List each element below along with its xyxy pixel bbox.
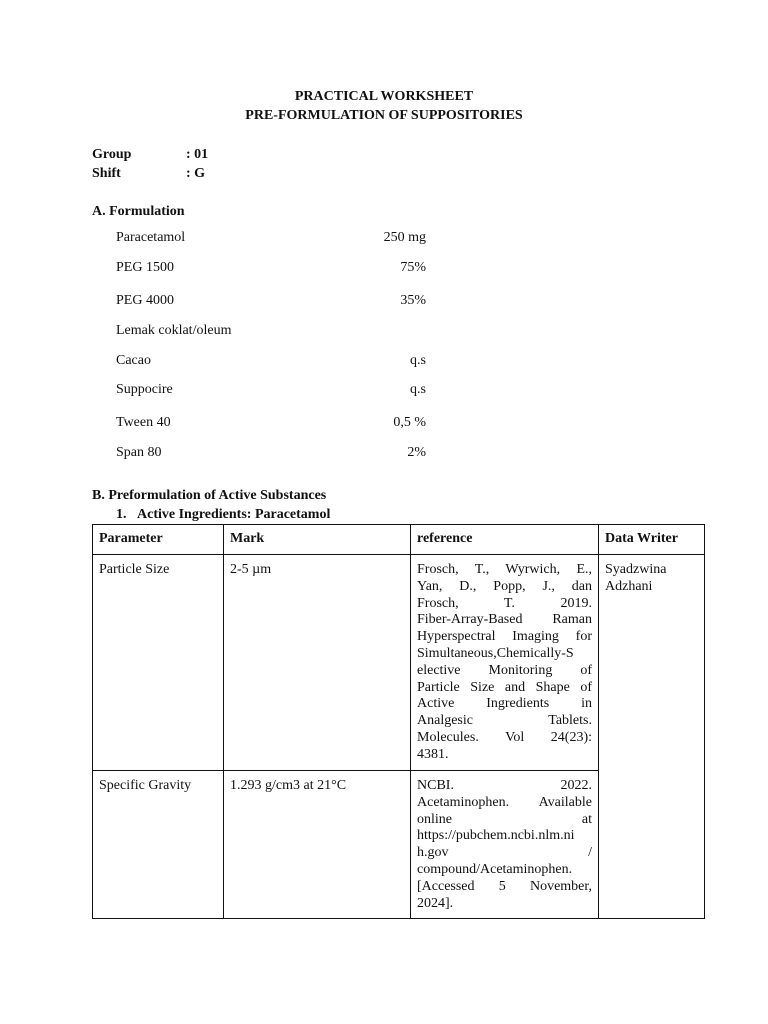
section-b-subheading: 1. Active Ingredients: Paracetamol	[116, 507, 331, 522]
group-label: Group	[92, 147, 132, 162]
formulation-item-name: Paracetamol	[116, 230, 186, 245]
worksheet-subtitle: PRE-FORMULATION OF SUPPOSITORIES	[245, 108, 523, 123]
cell-mark: 1.293 g/cm3 at 21°C	[224, 771, 411, 919]
reference-line: h.gov /	[417, 845, 592, 861]
reference-line: Particle Size and Shape of	[417, 679, 592, 695]
column-header-reference: reference	[411, 525, 599, 555]
reference-line: [Accessed 5 November,	[417, 878, 592, 894]
reference-line: Analgesic Tablets.	[417, 713, 592, 729]
formulation-item-name: Suppocire	[116, 382, 173, 397]
cell-parameter: Specific Gravity	[93, 771, 224, 919]
worksheet-title: PRACTICAL WORKSHEET	[294, 89, 474, 104]
reference-line: Frosch, T., Wyrwich, E.,	[417, 562, 592, 577]
formulation-item-amount: 250 mg	[383, 230, 426, 245]
reference-line: Simultaneous,Chemically-S	[417, 645, 574, 661]
cell-mark: 2-5 µm	[224, 555, 411, 771]
paracetamol-table	[92, 524, 705, 919]
table-row	[93, 555, 705, 771]
reference-line: Active Ingredients in	[417, 696, 592, 712]
reference-line: Molecules. Vol 24(23):	[417, 729, 592, 745]
cell-reference	[411, 555, 599, 771]
section-a-heading: A. Formulation	[92, 204, 185, 219]
reference-line: Yan, D., Popp, J., dan	[417, 578, 592, 594]
section-b-heading: B. Preformulation of Active Substances	[92, 488, 327, 503]
formulation-item-name: Lemak coklat/oleum	[116, 323, 232, 338]
column-header-mark: Mark	[224, 525, 411, 555]
formulation-item-name: Tween 40	[116, 415, 171, 430]
formulation-item-amount: 2%	[407, 445, 426, 460]
cell-parameter: Particle Size	[93, 555, 224, 771]
reference-line: 4381.	[417, 746, 449, 762]
formulation-item-amount: 75%	[400, 260, 426, 275]
shift-label: Shift	[92, 166, 121, 181]
formulation-item-name: Cacao	[116, 353, 151, 368]
reference-line: 2024].	[417, 895, 454, 911]
formulation-item-name: PEG 1500	[116, 260, 174, 275]
reference-line: compound/Acetaminophen.	[417, 861, 573, 877]
reference-line: NCBI. 2022.	[417, 778, 592, 793]
group-value: : 01	[186, 147, 209, 162]
reference-line: Acetaminophen. Available	[417, 794, 592, 810]
formulation-item-amount: q.s	[410, 353, 426, 368]
formulation-item-amount: 0,5 %	[393, 415, 426, 430]
formulation-item-amount: q.s	[410, 382, 426, 397]
reference-line: Frosch, T. 2019.	[417, 595, 592, 611]
table-header-row	[93, 525, 705, 555]
formulation-item-name: PEG 4000	[116, 293, 174, 308]
data-writer-first-name: Syadzwina	[605, 562, 667, 577]
data-writer-last-name: Adzhani	[605, 578, 653, 594]
shift-value: : G	[186, 166, 206, 181]
reference-line: Fiber-Array-Based Raman	[417, 612, 592, 628]
formulation-item-name: Span 80	[116, 445, 162, 460]
reference-line: https://pubchem.ncbi.nlm.ni	[417, 828, 575, 844]
reference-line: online at	[417, 811, 592, 827]
reference-line: elective Monitoring of	[417, 662, 592, 678]
cell-data-writer	[599, 555, 705, 919]
column-header-data-writer: Data Writer	[599, 525, 705, 555]
formulation-item-amount: 35%	[400, 293, 426, 308]
reference-line: Hyperspectral Imaging for	[417, 629, 592, 645]
cell-reference	[411, 771, 599, 919]
column-header-parameter: Parameter	[93, 525, 224, 555]
